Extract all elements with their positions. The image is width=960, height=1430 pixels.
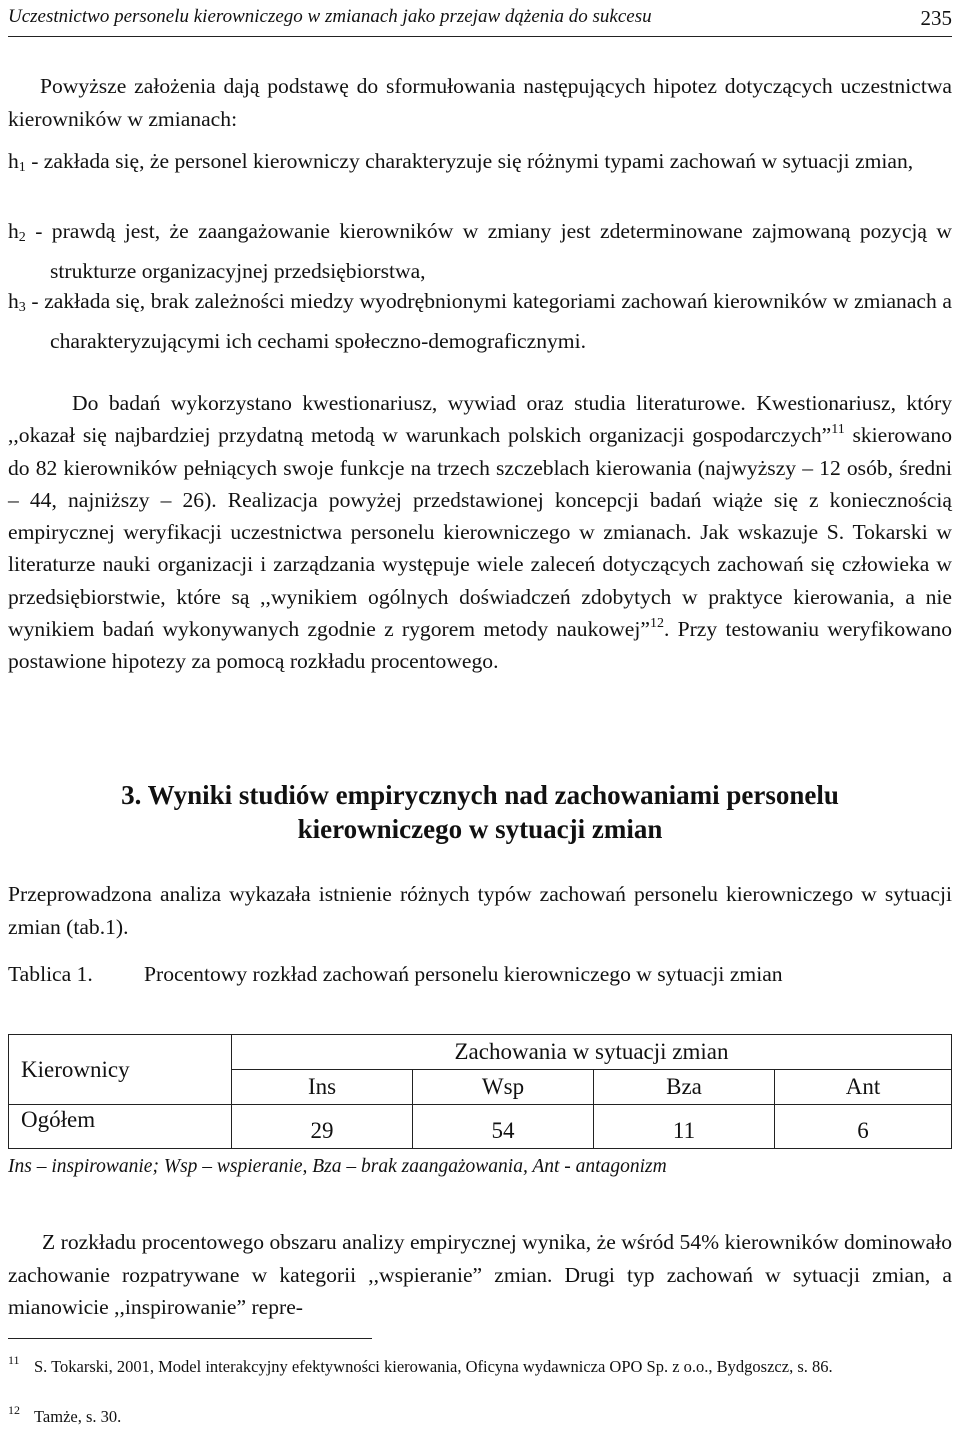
row-label: Ogółem: [9, 1105, 232, 1149]
group-header-cell: [232, 1035, 952, 1070]
group-header-text: Zachowania w sytuacji zmian: [454, 1039, 729, 1064]
analysis-paragraph: Przeprowadzona analiza wykazała istnienie różnych typów zachowań personelu kierowniczego w sytuacji zmian (tab.1).: [8, 882, 952, 939]
hypothesis-text: - zakłada się, że personel kierowniczy charakteryzuje się różnymi typami zachowań w sytuacji zmian,: [25, 149, 914, 173]
hypothesis-text: - zakłada się, brak zależności miedzy wyodrębnionymi kategoriami zachowań kierowników w zmianach a charakteryzującymi ich cechami społeczno-demograficznymi.: [25, 289, 952, 353]
running-title: Uczestnictwo personelu kierowniczego w zmianach jako przejaw dążenia do sukcesu: [8, 6, 652, 27]
hypothesis-subscript: 3: [18, 300, 26, 315]
hypothesis-subscript: 1: [18, 160, 26, 175]
footnote-number: 11: [8, 1353, 20, 1367]
discussion-paragraph: Z rozkładu procentowego obszaru analizy empirycznej wynika, że wśród 54% kierowników dominowało zachowanie rozpatrywane w kategorii ,,wspieranie” zmian. Drugi typ zachowań w sytuacji zmian, a mianowicie ,,inspirowanie” repre-: [8, 1230, 952, 1319]
footnote-number: 12: [8, 1403, 20, 1417]
hypothesis-text: - prawdą jest, że zaangażowanie kierowników w zmiany jest zdeterminowane zajmowaną pozycją w strukturze organizacyjnej przedsiębiorstwa,: [25, 219, 952, 283]
table-caption-label: Tablica 1.: [8, 962, 93, 986]
column-header: Bza: [594, 1070, 775, 1105]
hypothesis-symbol: h: [8, 219, 19, 243]
header-rule: [8, 36, 952, 37]
footnote-ref-12: 12: [649, 616, 664, 632]
intro-paragraph: Powyższe założenia dają podstawę do sformułowania następujących hipotez dotyczących uczestnictwa kierowników w zmianach:: [8, 74, 952, 131]
table-note: Ins – inspirowanie; Wsp – wspieranie, Bza – brak zaangażowania, Ant - antagonizm: [8, 1156, 667, 1177]
methods-text-c: . Przy testowaniu weryfikowano postawione hipotezy za pomocą rozkładu procentowego.: [8, 617, 952, 674]
section-heading-line2: kierowniczego w sytuacji zmian: [297, 814, 663, 844]
page-number: 235: [920, 6, 952, 30]
hypothesis-h2: [8, 215, 952, 287]
footnote-text: S. Tokarski, 2001, Model interakcyjny efektywności kierowania, Oficyna wydawnicza OPO Sp. z o.o., Bydgoszcz, s. 86.: [34, 1357, 833, 1376]
footnote-rule: [8, 1338, 372, 1339]
running-header: [8, 6, 952, 34]
section-heading-line1: 3. Wyniki studiów empirycznych nad zachowaniami personelu: [121, 780, 839, 810]
column-header: Ins: [232, 1070, 413, 1105]
hypothesis-h3: [8, 285, 952, 357]
table-cell: 11: [594, 1105, 775, 1149]
table-cell: 54: [413, 1105, 594, 1149]
column-header: Ant: [775, 1070, 952, 1105]
hypothesis-symbol: h: [8, 289, 19, 313]
footnote-ref-11: 11: [831, 422, 845, 438]
methods-paragraph: [8, 387, 952, 678]
hypothesis-h1: [8, 145, 952, 185]
column-header: Wsp: [413, 1070, 594, 1105]
table-cell: 6: [775, 1105, 952, 1149]
hypothesis-subscript: 2: [18, 230, 26, 245]
row-header-cell: [9, 1035, 232, 1105]
methods-text-a: Do badań wykorzystano kwestionariusz, wywiad oraz studia literaturowe. Kwestionariusz, który ,,okazał się najbardziej przydatną metodą w warunkach polskich organizacji gospodarczych”: [8, 391, 952, 448]
table-cell: 29: [232, 1105, 413, 1149]
table-caption-text: Procentowy rozkład zachowań personelu kierowniczego w sytuacji zmian: [144, 962, 783, 986]
hypothesis-symbol: h: [8, 149, 19, 173]
footnote-text: Tamże, s. 30.: [34, 1407, 122, 1426]
row-header-text: Kierownicy: [21, 1056, 130, 1082]
section-heading: [8, 778, 952, 846]
results-table: [8, 1034, 952, 1149]
methods-text-b: skierowano do 82 kierowników pełniących swoje funkcje na trzech szczeblach kierowania (najwyższy – 12 osób, średni – 44, najniższy – 26). Realizacja powyżej przedstawionej koncepcji badań wiąże się z koniecznością empirycznej weryfikacji uczestnictwa personelu kierowniczego w zmianach. Jak wskazuje S. Tokarski w literaturze nauki organizacji i zarządzania występuje wiele zaleceń dotyczących zachowań się człowieka w przedsiębiorstwie, które są ,,wynikiem ogólnych doświadczeń zdobytych w praktyce kierowania, a nie wynikiem badań wykonywanych zgodnie z rygorem metody naukowej”: [8, 423, 952, 642]
